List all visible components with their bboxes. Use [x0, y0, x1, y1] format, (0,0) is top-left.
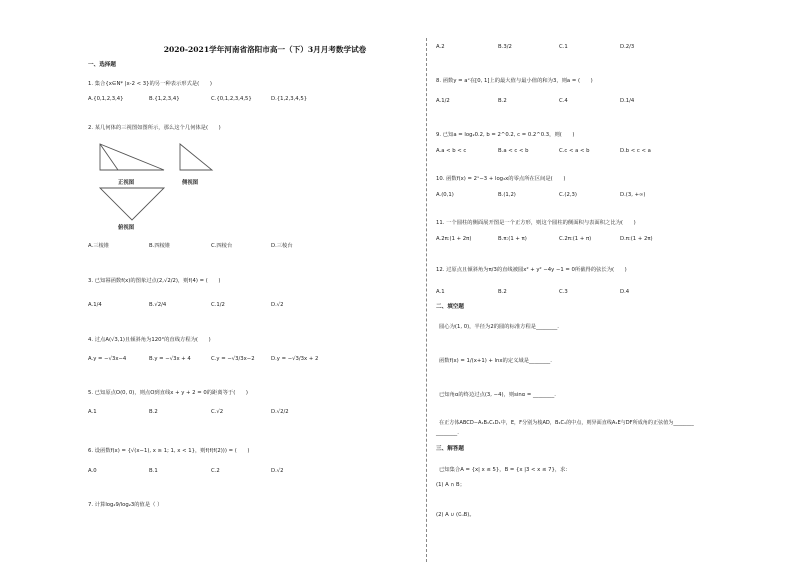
option-c: C.1 [559, 44, 568, 50]
option-a: A.1/4 [88, 302, 102, 308]
question-11: 11. 一个圆柱的侧面展开图是一个正方形，则这个圆柱的侧面积与表面积之比为( ) [436, 220, 636, 226]
column-divider [426, 38, 427, 562]
answer-question-17-part-2: (2) A ∪ (∁ᵤB)。 [436, 512, 475, 518]
option-b: B.y = −√3x + 4 [149, 356, 191, 362]
option-d: D.b < c < a [620, 148, 651, 154]
option-d: D.1/4 [620, 98, 635, 104]
question-2: 2. 某几何体的三视图如图所示，那么这个几何体是( ) [88, 125, 221, 131]
option-b: B.四棱锥 [149, 243, 171, 249]
option-a: A.1 [436, 289, 445, 295]
side-view-triangle [180, 144, 212, 170]
option-a: A.三棱锥 [88, 243, 110, 249]
option-b: B.2 [149, 409, 158, 415]
three-view-figure [98, 138, 218, 228]
option-a: A.1/2 [436, 98, 450, 104]
option-c: C.2π:(1 + π) [559, 236, 592, 242]
option-c: C.(2,3) [559, 192, 577, 198]
question-9: 9. 已知a = log₂0.2, b = 2^0.2, c = 0.2^0.3，则( ) [436, 132, 575, 138]
top-view-label: 俯视图 [118, 225, 135, 231]
option-b: B.1 [149, 468, 158, 474]
front-view-label: 正视图 [118, 180, 135, 186]
fill-question-16: 在正方体ABCD−A₁B₁C₁D₁中，E，F分别为棱AD，B₁C₁的中点，则异面直线A₁E与DF所成角的正弦值为________ [439, 420, 694, 426]
section-heading-choice: 一、选择题 [88, 62, 116, 68]
question-6: 6. 设函数f(x) = {√(x−1), x ≥ 1; 1, x < 1}，则f(f(f(2))) = ( ) [88, 448, 250, 454]
fill-question-14: 函数f(x) = 1/(x+1) + lnx的定义域是________. [439, 358, 552, 364]
page-title: 2020-2021学年河南省洛阳市高一（下）3月月考数学试卷 [163, 45, 367, 54]
question-4: 4. 过点A(√3,1)且倾斜角为120°的直线方程为( ) [88, 337, 211, 343]
fill-question-13: 圆心为(1, 0)，半径为2的圆的标准方程是________. [439, 324, 559, 330]
option-c: C.4 [559, 98, 568, 104]
option-d: D.(3, +∞) [620, 192, 646, 198]
question-10: 10. 函数f(x) = 2ˣ−3 + log₃x的零点所在区间是( ) [436, 176, 566, 182]
option-d: D.√2 [271, 302, 284, 308]
option-d: D.√2/2 [271, 409, 289, 415]
question-1: 1. 集合{x∈N* |x-2 < 3}的另一种表示形式是( ) [88, 81, 212, 87]
option-c: C.c < a < b [559, 148, 590, 154]
option-b: B.3/2 [498, 44, 512, 50]
option-d: D.三棱台 [271, 243, 293, 249]
option-b: B.{1,2,3,4} [149, 96, 180, 102]
option-c: C.√2 [211, 409, 224, 415]
option-d: D.4 [620, 289, 630, 295]
fill-question-15: 已知角α的终边过点(3, −4)，则sinα = ________. [439, 392, 556, 398]
front-view-outer-triangle [100, 144, 164, 170]
option-c: C.y = −√3/3x−2 [211, 356, 255, 362]
side-view-label: 侧视图 [182, 180, 199, 186]
option-a: A.y = −√3x−4 [88, 356, 127, 362]
option-b: B.(1,2) [498, 192, 516, 198]
question-7: 7. 计算log₂9/log₂3的值是（ ） [88, 502, 163, 508]
option-b: B.2 [498, 98, 507, 104]
answer-question-17-part-1: (1) A ∩ B； [436, 482, 465, 488]
question-8: 8. 函数y = aˣ在[0, 1]上的最大值与最小值的和为3，则a = ( ) [436, 78, 593, 84]
option-c: C.四棱台 [211, 243, 233, 249]
question-5: 5. 已知原点O(0, 0)，则点O到直线x + y + 2 = 0的距离等于( ) [88, 390, 248, 396]
option-a: A.0 [88, 468, 97, 474]
option-a: A.2 [436, 44, 445, 50]
option-b: B.a < c < b [498, 148, 529, 154]
option-c: C.3 [559, 289, 568, 295]
option-b: B.π:(1 + π) [498, 236, 527, 242]
option-a: A.a < b < c [436, 148, 467, 154]
section-heading-answer: 三、解答题 [436, 446, 464, 452]
fill-question-16-blank: ________. [436, 430, 459, 436]
question-12: 12. 过原点且倾斜角为π/3的直线被圆x² + y² −4y −1 = 0所截得的弦长为( ) [436, 267, 627, 273]
option-d: D.√2 [271, 468, 284, 474]
option-c: C.1/2 [211, 302, 225, 308]
option-a: A.2π:(1 + 2π) [436, 236, 472, 242]
section-heading-fill: 二、填空题 [436, 304, 464, 310]
option-b: B.2 [498, 289, 507, 295]
option-c: C.2 [211, 468, 220, 474]
option-d: D.2/3 [620, 44, 635, 50]
option-a: A.1 [88, 409, 97, 415]
option-d: D.{1,2,3,4,5} [271, 96, 308, 102]
option-a: A.(0,1) [436, 192, 454, 198]
top-view-triangle [100, 188, 164, 220]
option-c: C.{0,1,2,3,4,5} [211, 96, 252, 102]
question-3: 3. 已知幂函数f(x)的图象过点(2,√2/2)，则f(4) = ( ) [88, 278, 221, 284]
option-b: B.√2/4 [149, 302, 167, 308]
option-d: D.y = −√3/3x + 2 [271, 356, 319, 362]
answer-question-17: 已知集合A = {x| x ≤ 5}，B = {x |3 < x ≤ 7}，求： [439, 467, 571, 473]
option-a: A.{0,1,2,3,4} [88, 96, 124, 102]
option-d: D.π:(1 + 2π) [620, 236, 653, 242]
